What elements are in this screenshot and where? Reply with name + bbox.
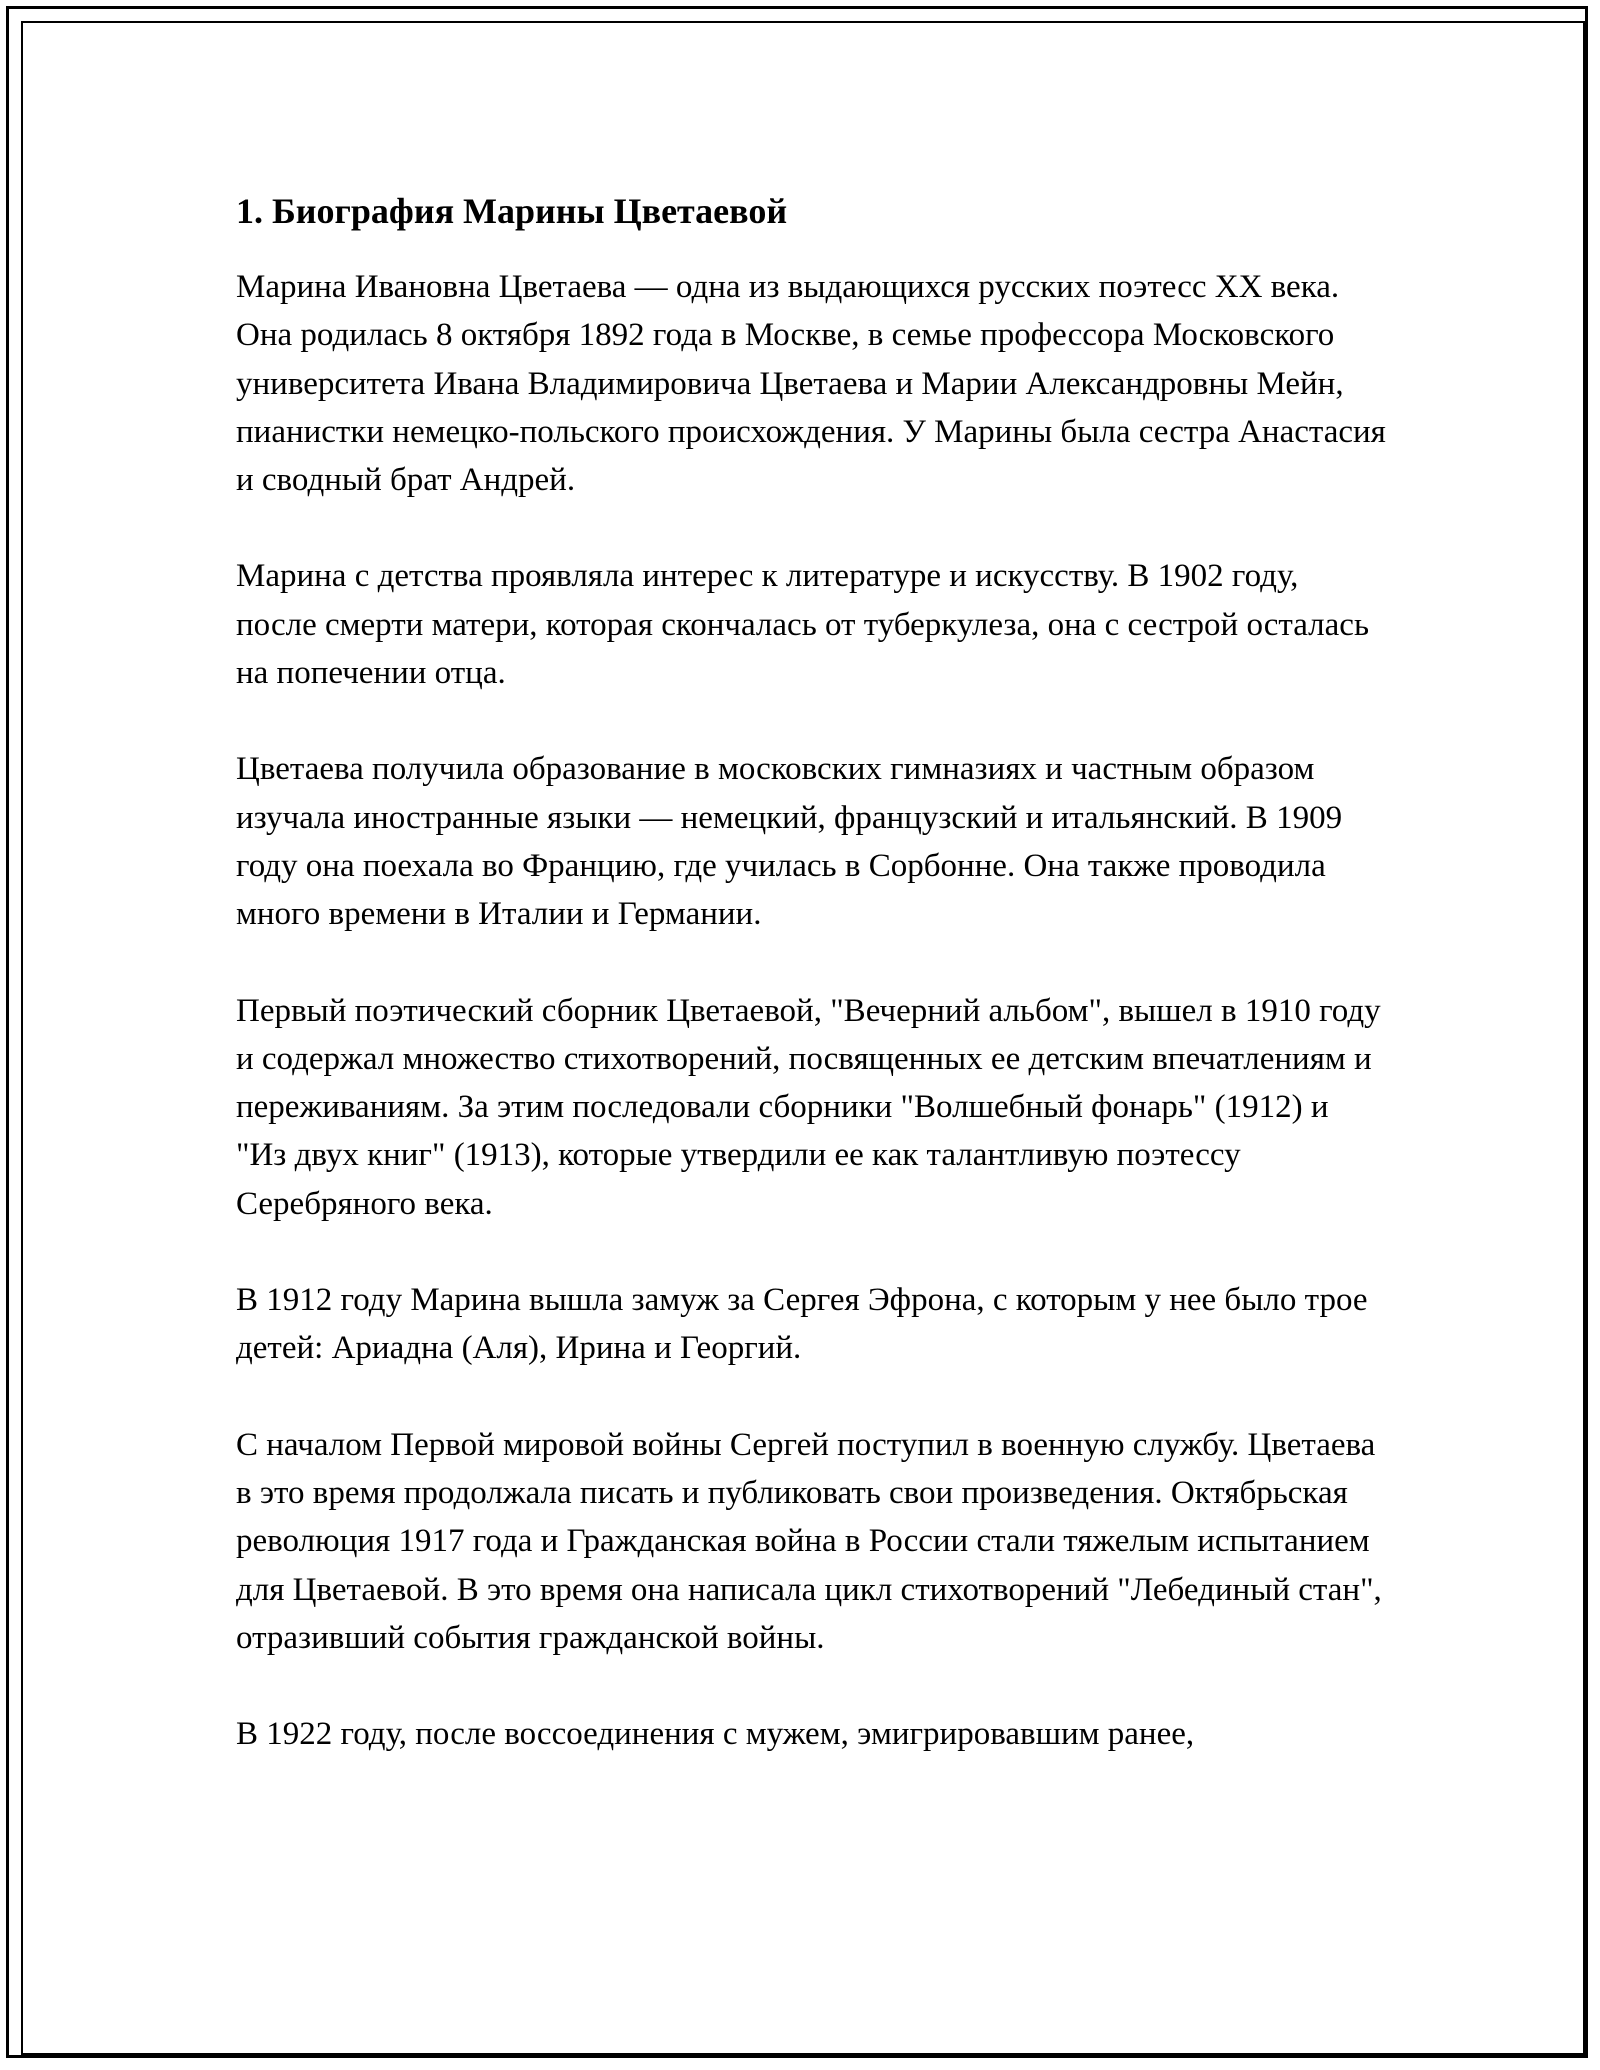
section-heading: 1. Биография Марины Цветаевой xyxy=(236,191,788,231)
paragraph-1: Марина Ивановна Цветаева — одна из выдающихся русских поэтесс XX века. Она родилась 8 октября 1892 года в Москве, в семье профессора Московского университета Ивана Владимировича Цветаева и Марии Александровны Мейн, пианистки немецко-польского происхождения. У Марины была сестра Анастасия и сводный брат Андрей. xyxy=(236,269,1386,499)
paragraph-3: Цветаева получила образование в московских гимназиях и частным образом изучала иностранные языки — немецкий, французский и итальянский. В 1909 году она поехала во Францию, где училась в Сорбонне. Она также проводила много времени в Италии и Германии. xyxy=(236,751,1343,933)
paragraph-6: С началом Первой мировой войны Сергей поступил в военную службу. Цветаева в это время продолжала писать и публиковать свои произведения. Октябрьская революция 1917 года и Гражданская война в России стали тяжелым испытанием для Цветаевой. В это время она написала цикл стихотворений "Лебединый стан", отразивший события гражданской войны. xyxy=(236,1426,1382,1656)
document-body xyxy=(236,185,1386,1806)
paragraph-4: Первый поэтический сборник Цветаевой, "Вечерний альбом", вышел в 1910 году и содержал множество стихотворений, посвященных ее детским впечатлениям и переживаниям. За этим последовали сборники "Волшебный фонарь" (1912) и "Из двух книг" (1913), которые утвердили ее как талантливую поэтессу Серебряного века. xyxy=(236,992,1381,1222)
paragraph-2: Марина с детства проявляла интерес к литературе и искусству. В 1902 году, после смерти матери, которая скончалась от туберкулеза, она с сестрой осталась на попечении отца. xyxy=(236,558,1369,692)
paragraph-5: В 1912 году Марина вышла замуж за Сергея Эфрона, с которым у нее было трое детей: Ариадна (Аля), Ирина и Георгий. xyxy=(236,1282,1368,1367)
paragraph-7: В 1922 году, после воссоединения с мужем, эмигрировавшим ранее, xyxy=(236,1716,1195,1753)
